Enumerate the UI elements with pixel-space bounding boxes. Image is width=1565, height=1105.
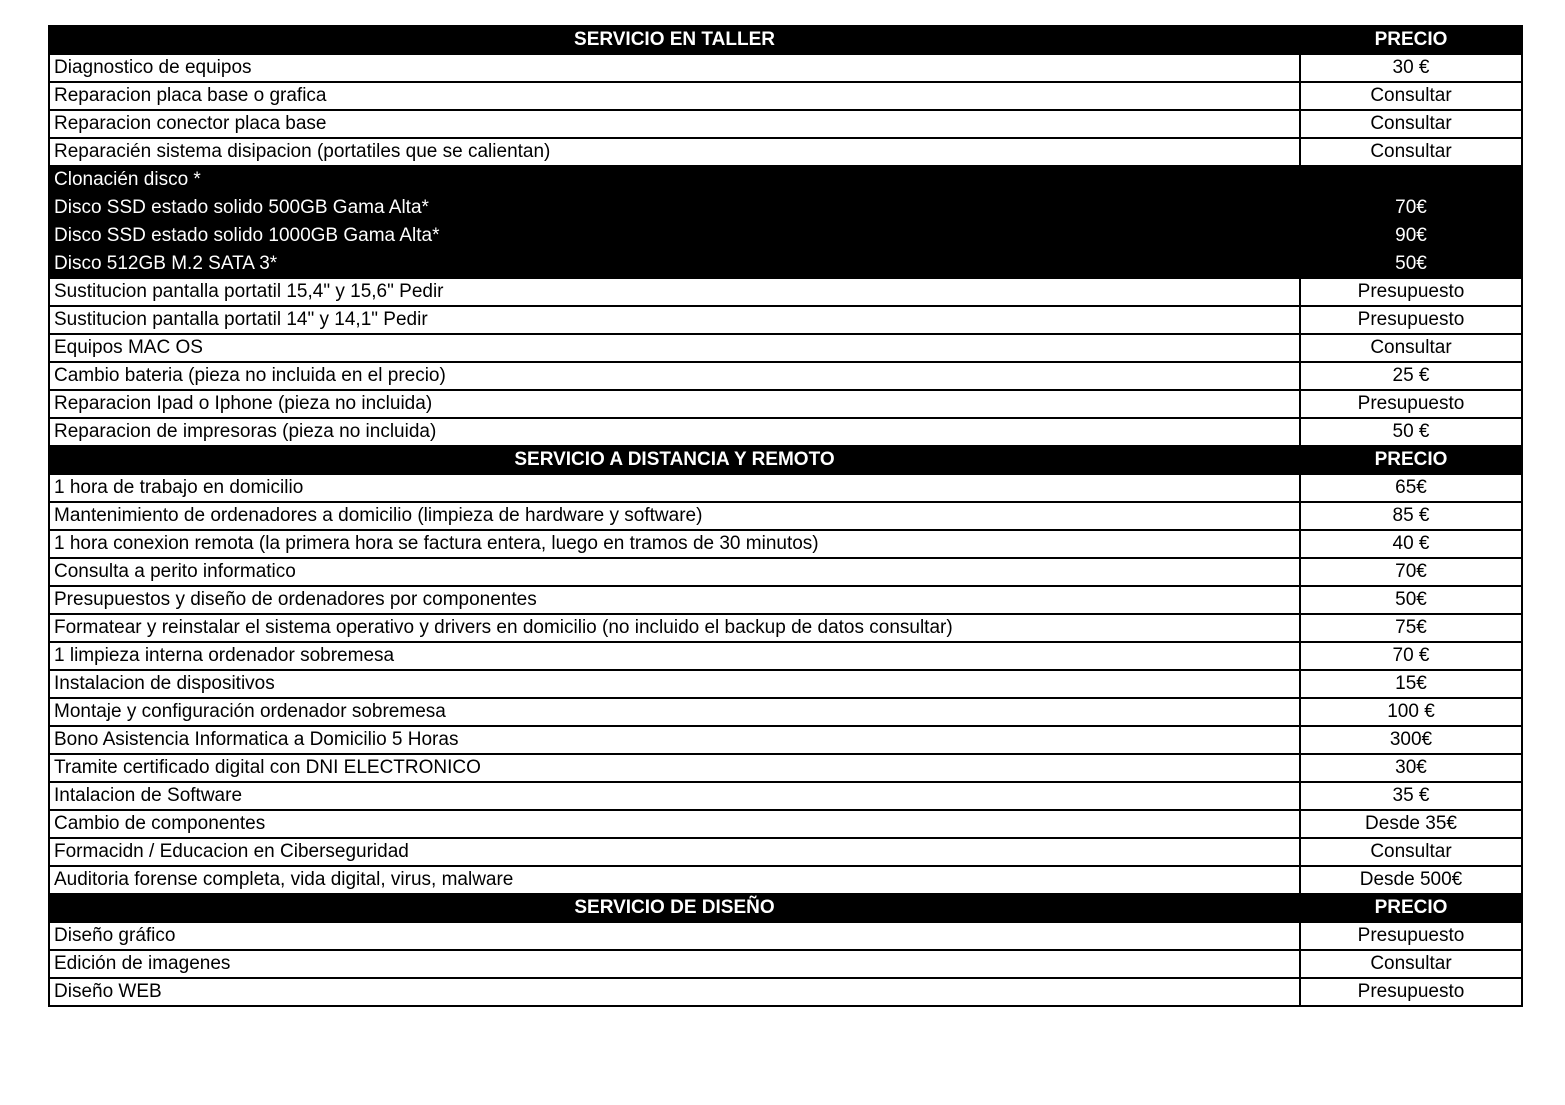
service-price: 40 € xyxy=(1300,530,1522,558)
service-name: Bono Asistencia Informatica a Domicilio 5 Horas xyxy=(49,726,1300,754)
section-title: SERVICIO EN TALLER xyxy=(49,26,1300,54)
table-row xyxy=(49,222,1522,250)
table-row xyxy=(49,278,1522,306)
service-name: 1 limpieza interna ordenador sobremesa xyxy=(49,642,1300,670)
table-row xyxy=(49,362,1522,390)
service-name: Reparacién sistema disipacion (portatiles que se calientan) xyxy=(49,138,1300,166)
price-table-body xyxy=(49,26,1522,1006)
service-price: 85 € xyxy=(1300,502,1522,530)
service-price: Consultar xyxy=(1300,950,1522,978)
service-name: Edición de imagenes xyxy=(49,950,1300,978)
table-row xyxy=(49,698,1522,726)
table-row xyxy=(49,82,1522,110)
service-name: Formatear y reinstalar el sistema operativo y drivers en domicilio (no incluido el backup de datos consultar) xyxy=(49,614,1300,642)
service-price: 30 € xyxy=(1300,54,1522,82)
table-row xyxy=(49,334,1522,362)
section-title: SERVICIO A DISTANCIA Y REMOTO xyxy=(49,446,1300,474)
service-name: Disco SSD estado solido 500GB Gama Alta* xyxy=(49,194,1300,222)
service-name: Diagnostico de equipos xyxy=(49,54,1300,82)
table-row xyxy=(49,502,1522,530)
table-row xyxy=(49,866,1522,894)
service-price xyxy=(1300,166,1522,194)
service-name: Auditoria forense completa, vida digital, virus, malware xyxy=(49,866,1300,894)
service-price: 300€ xyxy=(1300,726,1522,754)
price-table xyxy=(48,25,1523,1007)
service-price: 15€ xyxy=(1300,670,1522,698)
table-row xyxy=(49,614,1522,642)
table-row xyxy=(49,250,1522,278)
section-header xyxy=(49,446,1522,474)
service-price: Presupuesto xyxy=(1300,978,1522,1006)
service-name: 1 hora conexion remota (la primera hora se factura entera, luego en tramos de 30 minutos) xyxy=(49,530,1300,558)
service-price: Presupuesto xyxy=(1300,922,1522,950)
service-name: Reparacion conector placa base xyxy=(49,110,1300,138)
service-name: Diseño gráfico xyxy=(49,922,1300,950)
service-price: Presupuesto xyxy=(1300,278,1522,306)
service-price: 25 € xyxy=(1300,362,1522,390)
table-row xyxy=(49,782,1522,810)
price-column-header: PRECIO xyxy=(1300,446,1522,474)
service-name: Diseño WEB xyxy=(49,978,1300,1006)
service-price: 75€ xyxy=(1300,614,1522,642)
table-row xyxy=(49,54,1522,82)
table-row xyxy=(49,558,1522,586)
table-row xyxy=(49,110,1522,138)
service-name: Mantenimiento de ordenadores a domicilio (limpieza de hardware y software) xyxy=(49,502,1300,530)
service-price: Consultar xyxy=(1300,138,1522,166)
table-row xyxy=(49,306,1522,334)
table-row xyxy=(49,810,1522,838)
table-row xyxy=(49,726,1522,754)
price-column-header: PRECIO xyxy=(1300,894,1522,922)
table-row xyxy=(49,586,1522,614)
table-row xyxy=(49,642,1522,670)
section-header xyxy=(49,26,1522,54)
service-price: Desde 500€ xyxy=(1300,866,1522,894)
service-name: Reparacion de impresoras (pieza no incluida) xyxy=(49,418,1300,446)
table-row xyxy=(49,138,1522,166)
table-row xyxy=(49,838,1522,866)
service-name: Consulta a perito informatico xyxy=(49,558,1300,586)
service-name: Intalacion de Software xyxy=(49,782,1300,810)
service-price: 65€ xyxy=(1300,474,1522,502)
service-name: Presupuestos y diseño de ordenadores por componentes xyxy=(49,586,1300,614)
service-price: 70 € xyxy=(1300,642,1522,670)
service-price: Consultar xyxy=(1300,334,1522,362)
service-name: Clonacién disco * xyxy=(49,166,1300,194)
service-name: Disco 512GB M.2 SATA 3* xyxy=(49,250,1300,278)
service-name: Montaje y configuración ordenador sobremesa xyxy=(49,698,1300,726)
service-price: Consultar xyxy=(1300,838,1522,866)
service-price: 70€ xyxy=(1300,558,1522,586)
table-row xyxy=(49,530,1522,558)
table-row xyxy=(49,390,1522,418)
service-name: Formacidn / Educacion en Ciberseguridad xyxy=(49,838,1300,866)
service-name: Instalacion de dispositivos xyxy=(49,670,1300,698)
table-row xyxy=(49,166,1522,194)
service-name: Sustitucion pantalla portatil 14" y 14,1" Pedir xyxy=(49,306,1300,334)
service-price: Presupuesto xyxy=(1300,390,1522,418)
service-price: 50€ xyxy=(1300,250,1522,278)
table-row xyxy=(49,670,1522,698)
service-price: 50 € xyxy=(1300,418,1522,446)
service-price: 30€ xyxy=(1300,754,1522,782)
table-row xyxy=(49,978,1522,1006)
service-name: Sustitucion pantalla portatil 15,4" y 15,6" Pedir xyxy=(49,278,1300,306)
service-name: Reparacion placa base o grafica xyxy=(49,82,1300,110)
price-column-header: PRECIO xyxy=(1300,26,1522,54)
service-name: Cambio bateria (pieza no incluida en el precio) xyxy=(49,362,1300,390)
table-row xyxy=(49,194,1522,222)
service-name: Reparacion Ipad o Iphone (pieza no incluida) xyxy=(49,390,1300,418)
table-row xyxy=(49,754,1522,782)
service-name: Cambio de componentes xyxy=(49,810,1300,838)
service-name: Disco SSD estado solido 1000GB Gama Alta* xyxy=(49,222,1300,250)
service-price: 100 € xyxy=(1300,698,1522,726)
service-name: Tramite certificado digital con DNI ELECTRONICO xyxy=(49,754,1300,782)
section-header xyxy=(49,894,1522,922)
service-price: 50€ xyxy=(1300,586,1522,614)
section-title: SERVICIO DE DISEÑO xyxy=(49,894,1300,922)
service-name: Equipos MAC OS xyxy=(49,334,1300,362)
service-price: Consultar xyxy=(1300,82,1522,110)
service-price: Presupuesto xyxy=(1300,306,1522,334)
service-price: Consultar xyxy=(1300,110,1522,138)
service-name: 1 hora de trabajo en domicilio xyxy=(49,474,1300,502)
table-row xyxy=(49,950,1522,978)
service-price: 90€ xyxy=(1300,222,1522,250)
table-row xyxy=(49,922,1522,950)
table-row xyxy=(49,418,1522,446)
service-price: 70€ xyxy=(1300,194,1522,222)
service-price: 35 € xyxy=(1300,782,1522,810)
service-price: Desde 35€ xyxy=(1300,810,1522,838)
table-row xyxy=(49,474,1522,502)
